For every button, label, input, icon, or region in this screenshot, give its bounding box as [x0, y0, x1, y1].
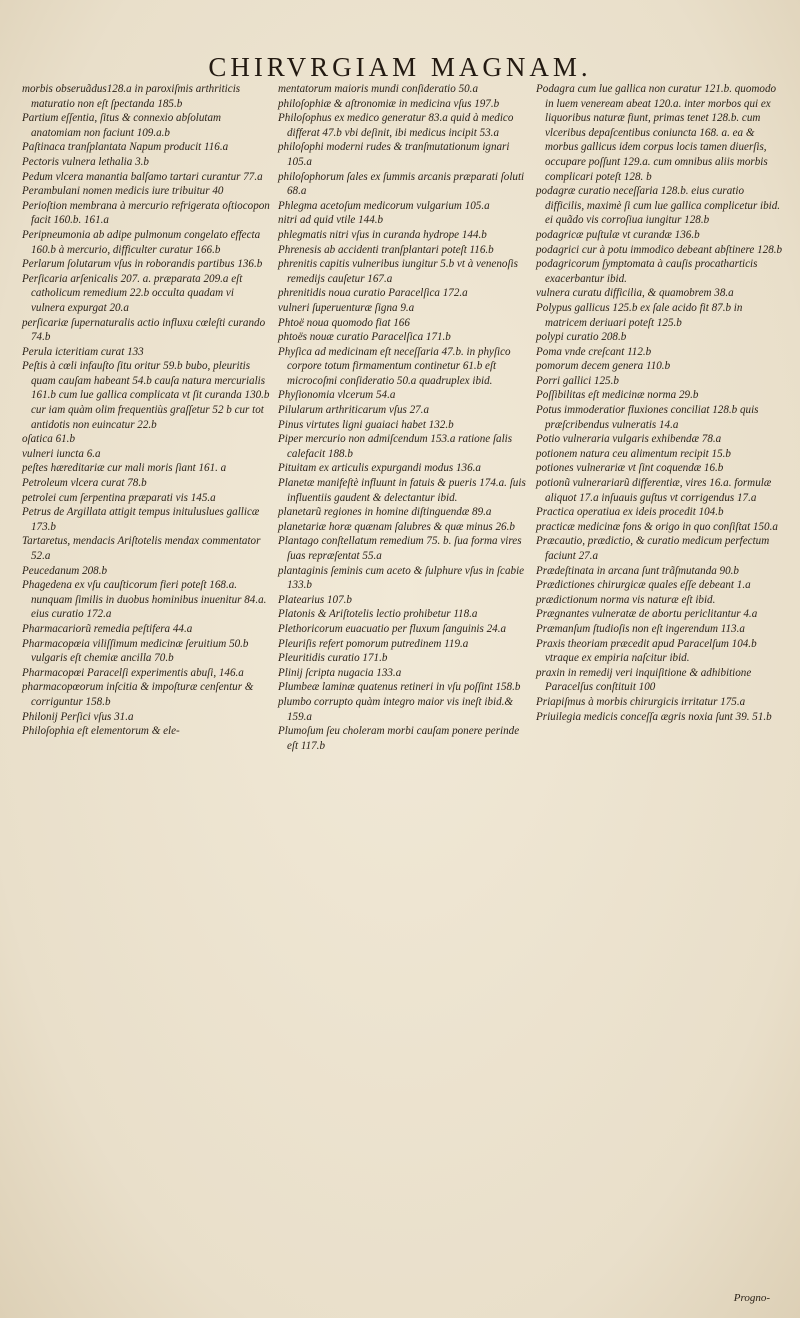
index-entry: Polypus gallicus 125.b ex ſale acido fit 87.b in matricem deriuari poteſt 125.b	[536, 301, 743, 329]
index-entry: potionũ vulnerariarũ differentiæ, vires 16.a. formulæ aliquot 17.a inſuauis guſtus vt corrigendus 17.a	[536, 477, 772, 504]
index-entry: praxin in remedij veri inquiſitione & adhibitione Paracelſus conſtituit 100	[536, 666, 752, 694]
index-entry: podagricorum ſymptomata à cauſis procatharticis exacerbantur ibid.	[536, 258, 758, 285]
catchword: Progno-	[733, 1292, 770, 1304]
index-entry: Poma vnde creſcant 112.b	[536, 345, 652, 358]
index-entry: Pleuriſis refert pomorum putredinem 119.a	[278, 637, 469, 650]
index-entry: Pinus virtutes ligni guaiaci habet 132.b	[278, 418, 454, 431]
index-entry: philoſophiæ & aſtronomiæ in medicina vſus 197.b	[278, 97, 500, 110]
index-entry: Pectoris vulnera lethalia 3.b	[22, 155, 149, 168]
index-entry: plantaginis ſeminis cum aceto & ſulphure vſus in ſcabie 133.b	[278, 564, 525, 592]
index-entry: petrolei cum ſerpentina præparati vis 145.a	[22, 491, 216, 504]
index-entry: Perſicaria arſenicalis 207. a. præparata 209.a eſt catholicum remedium 22.b occulta quadam vi vulnera expurgat 20.a	[22, 272, 243, 314]
index-entry: Phtoë noua quomodo fiat 166	[278, 316, 410, 329]
index-entry: vulneri iuncta 6.a	[22, 447, 101, 460]
index-entry: Plumoſum ſeu choleram morbi cauſam ponere perinde eſt 117.b	[278, 725, 520, 752]
index-entry: Pituitam ex articulis expurgandi modus 136.a	[278, 462, 481, 475]
index-entry: Perioſtion membrana à mercurio refrigerata oſtiocopon facit 160.b. 161.a	[22, 199, 270, 227]
index-entry: Peucedanum 208.b	[22, 564, 108, 577]
index-entry: Petrus de Argillata attigit tempus inituluslues gallicæ 173.b	[22, 506, 260, 533]
index-entry: Platonis & Ariſtotelis lectio prohibetur 118.a	[278, 608, 478, 621]
index-entry: podagricæ puſtulæ vt curandæ 136.b	[536, 228, 700, 241]
index-entry: Perula icteritiam curat 133	[22, 345, 144, 358]
index-entry: vulnera curatu difficilia, & quamobrem 38.a	[536, 287, 734, 300]
index-entry: Philoſophus ex medico generatur 83.a quid à medico differat 47.b vbi deſinit, ibi medicus incipit 53.a	[278, 112, 514, 139]
index-entry: phrenitidis noua curatio Paracelſica 172.a	[278, 287, 468, 300]
index-entry: Phlegma acetoſum medicorum vulgarium 105.a	[278, 199, 490, 212]
index-entry: Potus immoderatior fluxiones conciliat 128.b quis præſcribendus vulneratis 14.a	[536, 404, 759, 431]
index-entry: Plumbeæ laminæ quatenus retineri in vſu poſſint 158.b	[278, 681, 521, 694]
index-entry: Piper mercurio non admiſcendum 153.a ratione ſalis calefacit 188.b	[278, 433, 513, 460]
index-entry: Prædeſtinata in arcana ſunt trãſmutanda 90.b	[536, 564, 739, 577]
index-entry: planetarũ regiones in homine diſtinguendæ 89.a	[278, 506, 492, 519]
index-entry: plumbo corrupto quàm integro maior vis ineſt ibid.& 159.a	[278, 695, 514, 723]
index-entry: Plinij ſcripta nugacia 133.a	[278, 666, 402, 679]
index-entry: Tartaretus, mendacis Ariſtotelis mendax commentator 52.a	[22, 535, 261, 562]
index-entry: Pedum vlcera manantia balſamo tartari curantur 77.a	[22, 170, 263, 183]
index-entry: Præcautio, prædictio, & curatio medicum perfectum faciunt 27.a	[536, 535, 770, 562]
index-entry: Peſtis à cœli infauſto ſitu oritur 59.b bubo, pleuritis quam cauſam habeant 54.b cauſa natura mercurialis 161.b cum lue gallica complicata vt ſit curanda 130.b cur iam quàm olim frequentiùs graſſetur 52 b cur tot antidotis non euincatur 22.b	[22, 360, 270, 431]
index-entry: Plethoricorum euacuatio per fluxum ſanguinis 24.a	[278, 622, 507, 635]
index-entry: philoſophi moderni rudes & tranſmutationum ignari 105.a	[278, 141, 510, 168]
running-head: CHIRVRGIAM MAGNAM.	[208, 52, 592, 82]
index-entry: Phagedena ex vſu cauſticorum fieri poteſt 168.a. nunquam ſimilis in duobus hominibus inuenitur 84.a. eius curatio 172.a	[22, 579, 267, 621]
index-entry: Phyſionomia vlcerum 54.a	[278, 389, 396, 402]
index-entry: Plantago conſtellatum remedium 75. b. ſua forma vires ſuas repræſentat 55.a	[278, 535, 522, 562]
index-entry: oſatica 61.b	[22, 433, 75, 446]
index-entry: Podagra cum lue gallica non curatur 121.b. quomodo in luem veneream abeat 120.a. inter morbos qui ex liquoribus naturæ fiunt, primas tenet 128.b. cum vlceribus depaſcentibus coniuncta 168. a. ea & morbus gallicus idem corpus locis tamen diuerſis, occupare poſſunt 129.a. cum omnibus aliis morbis complicari poteſt 128. b	[536, 83, 777, 183]
index-entry: podagræ curatio neceſſaria 128.b. eius curatio difficilis, maximè ſi cum lue gallica complicetur ibid. ei quãdo vis corroſiua iungitur 128.b	[536, 185, 781, 227]
index-entry: Perlarum ſolutarum vſus in roborandis partibus 136.b	[22, 258, 263, 271]
index-entry: Poſſibilitas eſt medicinæ norma 29.b	[536, 389, 699, 402]
index-entry: planetariæ horæ quænam ſalubres & quæ minus 26.b	[278, 520, 515, 533]
index-entry: vulneri ſuperuenturæ ſigna 9.a	[278, 301, 415, 314]
index-entry: Phrenesis ab accidenti tranſplantari poteſt 116.b	[278, 243, 494, 256]
index-entry: morbis obseruãdus128.a in paroxiſmis arthriticis maturatio non eſt ſpectanda 185.b	[22, 83, 241, 110]
index-entry: Peripneumonia ab adipe pulmonum congelato effecta 160.b à mercurio, difficulter curatur 166.b	[22, 228, 261, 256]
index-entry: Perambulani nomen medicis iure tribuitur 40	[22, 185, 224, 198]
index-entry: Platearius 107.b	[278, 593, 352, 606]
index-entry: Planetæ manifeſtè influunt in fatuis & pueris 174.a. ſuis influentiis gaudent & delectantur ibid.	[278, 477, 526, 504]
index-entry: Pharmacopœia viliſſimum medicinæ ſeruitium 50.b vulgaris eſt chemiæ ancilla 70.b	[22, 637, 249, 665]
index-entry: philoſophorum ſales ex ſummis arcanis præparati ſoluti 68.a	[278, 170, 525, 198]
index-entry: Phyſica ad medicinam eſt neceſſaria 47.b. in phyſico corpore totum firmamentum continetur 61.b eſt microcoſmi conſideratio 50.a quadruplex ibid.	[278, 345, 511, 387]
index-entry: Philoſophia eſt elementorum & ele-	[22, 725, 180, 738]
index-entry: Potio vulneraria vulgaris exhibendæ 78.a	[536, 433, 722, 446]
index-column-2	[278, 82, 526, 753]
index-entry: nitri ad quid vtile 144.b	[278, 214, 384, 227]
index-entry: pharmacopœorum inſcitia & impoſturæ cenſentur & corriguntur 158.b	[22, 681, 254, 708]
index-entry: Prægnantes vulneratæ de abortu periclitantur 4.a	[536, 608, 758, 621]
index-entry: perſicariæ ſupernaturalis actio influxu cœleſti curando 74.b	[22, 316, 266, 344]
index-entry: Porri gallici 125.b	[536, 374, 619, 387]
index-entry: mentatorum maioris mundi conſideratio 50.a	[278, 83, 478, 95]
index-column-3	[536, 82, 784, 724]
index-entry: Philonij Perſici vſus 31.a	[22, 710, 134, 723]
index-entry: Pilularum arthriticarum vſus 27.a	[278, 404, 430, 417]
index-entry: pomorum decem genera 110.b	[536, 360, 671, 373]
index-entry: potionem natura ceu alimentum recipit 15.b	[536, 447, 731, 460]
index-entry: Pharmacopœi Paracelſi experimentis abuſi, 146.a	[22, 666, 244, 679]
index-entry: Praxis theoriam præcedit apud Paracelſum 104.b vtraque ex empiria naſcitur ibid.	[536, 637, 757, 665]
index-entry: podagrici cur à potu immodico debeant abſtinere 128.b	[536, 243, 783, 256]
index-column-1	[22, 82, 270, 739]
index-entry: Prædictiones chirurgicæ quales eſſe debeant 1.a	[536, 579, 751, 592]
index-entry: polypi curatio 208.b	[536, 331, 627, 344]
index-entry: practicæ medicinæ fons & origo in quo conſiſtat 150.a	[536, 520, 778, 533]
index-entry: potiones vulnerariæ vt ſint coquendæ 16.b	[536, 462, 724, 475]
index-entry: prædictionum norma vis naturæ eſt ibid.	[536, 593, 716, 606]
index-entry: Partium eſſentia, ſitus & connexio abſolutam anatomiam non faciunt 109.a.b	[22, 112, 222, 139]
index-entry: Priuilegia medicis conceſſa ægris noxia ſunt 39. 51.b	[536, 710, 772, 723]
index-entry: Pharmacariorũ remedia peſtifera 44.a	[22, 622, 193, 635]
index-entry: Petroleum vlcera curat 78.b	[22, 477, 147, 490]
index-entry: peſtes hæreditariæ cur mali moris ſiant 161. a	[22, 462, 227, 475]
index-entry: Præmanſum ſtudioſis non eſt ingerendum 113.a	[536, 622, 745, 635]
index-entry: Priapiſmus à morbis chirurgicis irritatur 175.a	[536, 695, 746, 708]
index-entry: Practica operatiua ex ideis procedit 104.b	[536, 506, 724, 519]
index-entry: Pleuritidis curatio 171.b	[278, 652, 388, 665]
index-entry: Paſtinaca tranſplantata Napum producit 116.a	[22, 141, 229, 154]
index-entry: phrenitis capitis vulneribus iungitur 5.b vt à venenoſis remedijs cauſetur 167.a	[278, 258, 518, 285]
index-entry: phlegmatis nitri vſus in curanda hydrope 144.b	[278, 228, 487, 241]
index-entry: phtoës nouæ curatio Paracelſica 171.b	[278, 331, 451, 344]
